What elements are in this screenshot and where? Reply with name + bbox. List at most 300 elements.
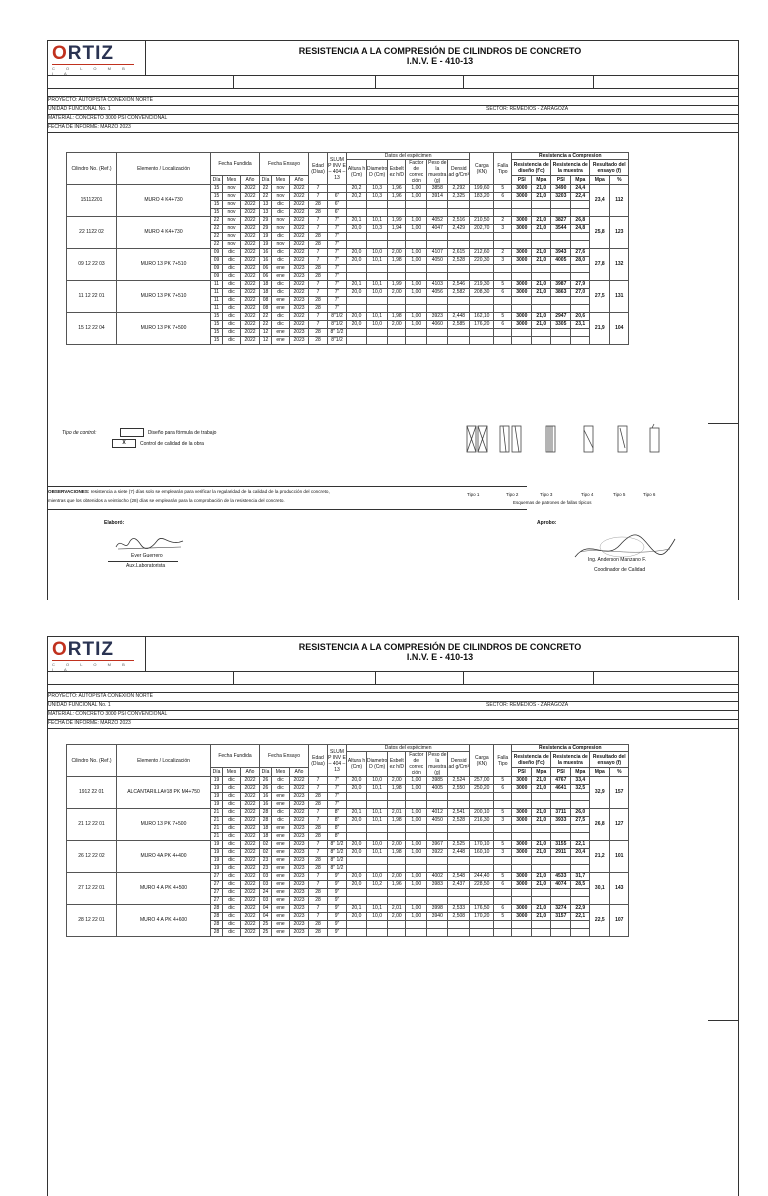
table-cell — [347, 929, 367, 937]
header-diametro: Diametro D (Cm) — [367, 160, 388, 185]
table-cell — [470, 857, 494, 865]
header-edad: Edad (Días) — [309, 153, 328, 185]
header-fecha_ensayo: Fecha Ensayo — [260, 153, 309, 176]
table-cell: 257,00 — [470, 777, 494, 785]
table-cell: 20,1 — [347, 217, 367, 225]
table-cell: 21,0 — [532, 225, 551, 233]
table-cell — [571, 337, 590, 345]
table-cell: dic — [223, 265, 241, 273]
info-sector: SECTOR: REMEDIOS - ZARAGOZA — [486, 106, 569, 112]
table-cell — [347, 337, 367, 345]
table-cell: 3000 — [512, 217, 532, 225]
table-cell: 04 — [260, 913, 272, 921]
table-cell: nov — [223, 225, 241, 233]
table-cell: 1,96 — [388, 193, 406, 201]
table-cell: ene — [272, 305, 290, 313]
table-cell: 3157 — [551, 913, 571, 921]
table-cell — [571, 865, 590, 873]
table-cell: 21 — [211, 833, 223, 841]
table-cell: 2,00 — [388, 841, 406, 849]
table-cell: 8"1/2 — [328, 321, 347, 329]
table-cell: 2911 — [551, 849, 571, 857]
table-cell: 15 — [211, 185, 223, 193]
table-cell: 21,0 — [532, 289, 551, 297]
table-cell: 09 — [211, 273, 223, 281]
table-cell: 3 — [494, 257, 512, 265]
table-cell — [388, 265, 406, 273]
table-cell — [448, 241, 470, 249]
table-cell: 28 — [309, 201, 328, 209]
table-cell: 4056 — [427, 289, 448, 297]
table-cell — [532, 889, 551, 897]
table-cell: 28 — [309, 857, 328, 865]
header-diametro: Diametro D (Cm) — [367, 752, 388, 777]
header-res_diseno: Resistencia de diseño (f'c) — [512, 160, 551, 176]
table-cell: 199,60 — [470, 185, 494, 193]
elemento-loc: MURO 4 K4+730 — [117, 217, 211, 249]
table-cell — [367, 265, 388, 273]
table-row — [67, 841, 629, 849]
logo-word: ORTIZ — [52, 43, 114, 64]
results-table — [66, 152, 629, 345]
table-cell — [512, 825, 532, 833]
table-cell: 3000 — [512, 841, 532, 849]
table-cell — [494, 201, 512, 209]
report-norm: I.N.V. E - 410-13 — [406, 56, 474, 66]
table-cell: ene — [272, 889, 290, 897]
table-cell — [388, 793, 406, 801]
table-cell: 1,98 — [388, 817, 406, 825]
table-cell: 12 — [260, 329, 272, 337]
table-cell: 20,0 — [347, 321, 367, 329]
table-cell: 15 — [211, 329, 223, 337]
table-cell: 3967 — [427, 841, 448, 849]
table-cell — [494, 337, 512, 345]
table-cell: 20,4 — [571, 849, 590, 857]
table-cell: 08 — [260, 305, 272, 313]
table-cell — [470, 889, 494, 897]
table-cell: 22,9 — [571, 905, 590, 913]
table-cell: 2023 — [290, 793, 309, 801]
table-cell: 2023 — [290, 913, 309, 921]
table-cell — [367, 241, 388, 249]
table-cell: 9" — [328, 905, 347, 913]
table-cell — [388, 929, 406, 937]
table-cell — [388, 801, 406, 809]
table-cell: 20,0 — [347, 249, 367, 257]
table-cell: 2,582 — [448, 289, 470, 297]
table-cell: dic — [223, 873, 241, 881]
table-cell: 28,0 — [571, 257, 590, 265]
table-cell — [406, 297, 427, 305]
table-cell — [470, 801, 494, 809]
table-cell — [347, 889, 367, 897]
table-cell: 27,6 — [571, 249, 590, 257]
table-cell: 2023 — [290, 833, 309, 841]
table-cell: 4767 — [551, 777, 571, 785]
table-cell: 6 — [494, 881, 512, 889]
logo-sub-2: C O L O M B I A — [52, 660, 134, 672]
table-cell: 1,00 — [406, 313, 427, 321]
table-cell: 19 — [211, 841, 223, 849]
table-cell — [448, 337, 470, 345]
table-cell: 15 — [211, 193, 223, 201]
header-psi: PSI — [512, 176, 532, 185]
table-cell — [427, 825, 448, 833]
table-cell — [494, 233, 512, 241]
table-cell: ene — [272, 825, 290, 833]
table-cell: 2,533 — [448, 905, 470, 913]
table-cell — [512, 921, 532, 929]
table-cell — [448, 233, 470, 241]
table-cell: 2022 — [241, 793, 260, 801]
table-cell: 2,01 — [388, 905, 406, 913]
table-cell: 2022 — [290, 241, 309, 249]
table-cell: 2022 — [241, 217, 260, 225]
table-cell: 2023 — [290, 337, 309, 345]
table-cell — [494, 241, 512, 249]
table-cell: 28 — [309, 921, 328, 929]
table-cell: 16 — [260, 793, 272, 801]
table-cell: 2022 — [241, 233, 260, 241]
table-cell: 228,50 — [470, 881, 494, 889]
table-cell: 1,00 — [406, 913, 427, 921]
table-cell: 7 — [309, 321, 328, 329]
table-cell — [551, 889, 571, 897]
header-dia: Día — [260, 176, 272, 185]
table-cell: 170,10 — [470, 841, 494, 849]
header-anio: Año — [241, 768, 260, 777]
table-cell — [512, 297, 532, 305]
table-cell — [388, 297, 406, 305]
table-cell: 2023 — [290, 889, 309, 897]
table-cell: 2,508 — [448, 913, 470, 921]
table-cell — [470, 865, 494, 873]
table-cell: 2023 — [290, 929, 309, 937]
table-cell: 1,00 — [406, 841, 427, 849]
table-cell: 18 — [260, 281, 272, 289]
table-cell: 3544 — [551, 225, 571, 233]
table-cell: 29 — [260, 217, 272, 225]
table-cell: 1,00 — [406, 281, 427, 289]
table-cell: 162,10 — [470, 313, 494, 321]
logo-word-2: ORTIZ — [52, 639, 114, 660]
table-cell — [388, 857, 406, 865]
table-cell: dic — [223, 833, 241, 841]
table-cell — [512, 305, 532, 313]
table-cell: 2022 — [290, 289, 309, 297]
table-cell: 31,7 — [571, 873, 590, 881]
table-cell: 3914 — [427, 193, 448, 201]
header-res_muestra: Resistencia de la muestra — [551, 752, 590, 768]
table-cell: 28 — [309, 801, 328, 809]
table-cell: 21,0 — [532, 881, 551, 889]
report-norm-2: I.N.V. E - 410-13 — [406, 652, 474, 662]
header-psi: PSI — [512, 768, 532, 777]
table-cell: 28 — [309, 793, 328, 801]
table-cell: 2022 — [290, 817, 309, 825]
table-cell: 24 — [260, 889, 272, 897]
table-cell — [470, 825, 494, 833]
falla-caption: Esquemas de patrones de fallas típicos — [513, 500, 592, 505]
table-cell — [470, 897, 494, 905]
table-cell: 22,1 — [571, 913, 590, 921]
table-cell: 20,0 — [347, 225, 367, 233]
table-cell: 21,0 — [532, 313, 551, 321]
table-cell — [367, 865, 388, 873]
table-cell: 02 — [260, 849, 272, 857]
table-cell — [532, 337, 551, 345]
table-cell — [406, 865, 427, 873]
table-cell — [347, 825, 367, 833]
table-cell: 6" — [328, 201, 347, 209]
table-cell: 7" — [328, 785, 347, 793]
table-cell: dic — [272, 209, 290, 217]
table-cell: 208,30 — [470, 289, 494, 297]
table-cell: dic — [223, 257, 241, 265]
resultado-mpa: 32,9 — [590, 777, 610, 809]
table-cell: 2022 — [290, 233, 309, 241]
table-cell: 2023 — [290, 849, 309, 857]
table-cell — [571, 793, 590, 801]
table-cell — [532, 897, 551, 905]
table-cell: dic — [272, 201, 290, 209]
table-cell: 9" — [328, 889, 347, 897]
table-cell: 2022 — [241, 241, 260, 249]
table-cell: 10,1 — [367, 785, 388, 793]
table-cell: 2 — [494, 217, 512, 225]
table-cell: 27 — [211, 889, 223, 897]
table-cell — [367, 921, 388, 929]
cilindro-ref: 15112201 — [67, 185, 117, 217]
table-cell: 22,4 — [571, 193, 590, 201]
table-cell: 19 — [211, 849, 223, 857]
table-cell: 8" 1/2 — [328, 329, 347, 337]
table-cell — [512, 273, 532, 281]
falla-diagrams — [462, 420, 702, 460]
table-cell — [406, 793, 427, 801]
table-cell — [551, 897, 571, 905]
table-cell: 2022 — [241, 321, 260, 329]
header-mes: Mes — [223, 176, 241, 185]
table-cell — [494, 793, 512, 801]
table-cell — [494, 897, 512, 905]
table-cell: 28 — [309, 241, 328, 249]
table-row — [67, 249, 629, 257]
table-cell: 10,0 — [367, 873, 388, 881]
logo-sub: C O L O M B I A — [52, 64, 134, 76]
header-carga: Carga (KN) — [470, 745, 494, 777]
table-cell: 4641 — [551, 785, 571, 793]
table-cell — [494, 801, 512, 809]
table-cell: 03 — [260, 881, 272, 889]
table-cell: 2022 — [241, 913, 260, 921]
table-cell: dic — [223, 913, 241, 921]
table-cell: dic — [272, 809, 290, 817]
table-cell: 2023 — [290, 841, 309, 849]
table-cell: 3863 — [551, 289, 571, 297]
table-cell: 16 — [260, 249, 272, 257]
table-row — [67, 281, 629, 289]
table-cell — [571, 889, 590, 897]
table-cell: 10,1 — [367, 257, 388, 265]
table-cell — [448, 305, 470, 313]
table-cell: 2,541 — [448, 809, 470, 817]
table-cell: dic — [223, 313, 241, 321]
table-cell: dic — [223, 329, 241, 337]
table-cell: 19 — [211, 857, 223, 865]
table-cell — [427, 921, 448, 929]
table-cell: 24,8 — [571, 225, 590, 233]
table-cell: dic — [223, 785, 241, 793]
table-cell: 1,00 — [406, 905, 427, 913]
table-cell: 9" — [328, 921, 347, 929]
table-cell — [427, 337, 448, 345]
header-mpa: Mpa — [571, 768, 590, 777]
table-cell: 28 — [309, 833, 328, 841]
table-cell: 7" — [328, 257, 347, 265]
table-cell: 21,0 — [532, 785, 551, 793]
elemento-loc: MURO 13 PK 7+510 — [117, 281, 211, 313]
header-cilindro: Cilindro No. (Ref.) — [67, 153, 117, 185]
table-cell: 32,5 — [571, 785, 590, 793]
table-cell: 2022 — [241, 265, 260, 273]
table-cell — [427, 265, 448, 273]
table-cell: 3711 — [551, 809, 571, 817]
table-cell: 10,1 — [367, 281, 388, 289]
table-cell: 3858 — [427, 185, 448, 193]
header-mpa: Mpa — [532, 768, 551, 777]
header-resistencia: Resistencia a Compresion — [512, 745, 629, 752]
table-cell: 4103 — [427, 281, 448, 289]
table-cell: 1,00 — [406, 257, 427, 265]
table-cell — [532, 265, 551, 273]
table-cell: dic — [223, 801, 241, 809]
table-cell: 3933 — [551, 817, 571, 825]
cilindro-ref: 21 12 22 01 — [67, 809, 117, 841]
table-cell: 8"1/2 — [328, 337, 347, 345]
table-cell: ene — [272, 873, 290, 881]
table-cell: 10,2 — [367, 881, 388, 889]
table-cell: 22 — [260, 313, 272, 321]
table-cell: 21,0 — [532, 777, 551, 785]
table-cell: 5 — [494, 777, 512, 785]
table-cell: 06 — [260, 265, 272, 273]
table-cell: 7 — [309, 849, 328, 857]
header-mpa: Mpa — [590, 768, 610, 777]
table-cell: 1,99 — [388, 217, 406, 225]
table-cell: 2023 — [290, 881, 309, 889]
table-cell — [406, 889, 427, 897]
table-cell: 2022 — [290, 225, 309, 233]
table-cell: 2023 — [290, 921, 309, 929]
table-cell: 2022 — [290, 313, 309, 321]
table-cell: 20,1 — [347, 281, 367, 289]
table-cell — [427, 865, 448, 873]
table-cell — [571, 265, 590, 273]
table-cell: 5 — [494, 281, 512, 289]
table-cell — [470, 241, 494, 249]
table-cell: 2022 — [241, 257, 260, 265]
table-cell: 1,98 — [388, 785, 406, 793]
table-cell: 26 — [260, 777, 272, 785]
tipo2b-shape — [512, 426, 521, 452]
table-cell — [347, 201, 367, 209]
signature-1 — [113, 535, 188, 553]
header-mes: Mes — [272, 176, 290, 185]
table-cell — [532, 329, 551, 337]
table-cell: 3998 — [427, 905, 448, 913]
table-cell: 2022 — [290, 209, 309, 217]
header-pct: % — [610, 176, 629, 185]
signer-2-role: Coodinador de Calidad — [594, 567, 646, 573]
table-cell: dic — [223, 841, 241, 849]
table-cell: 160,10 — [470, 849, 494, 857]
table-cell: 5 — [494, 809, 512, 817]
table-cell: 3274 — [551, 905, 571, 913]
table-cell: dic — [272, 281, 290, 289]
resultado-pct: 132 — [610, 249, 629, 281]
table-cell: 216,30 — [470, 817, 494, 825]
table-cell: dic — [272, 785, 290, 793]
table-cell: 4050 — [427, 257, 448, 265]
table-cell: 2023 — [290, 857, 309, 865]
table-cell: 11 — [211, 289, 223, 297]
table-cell: 6" — [328, 209, 347, 217]
table-cell: 7 — [309, 249, 328, 257]
table-cell — [571, 857, 590, 865]
tipo-3-label: Tipo 3 — [540, 492, 553, 497]
header-anio: Año — [290, 176, 309, 185]
obs-line1: resistencia a siete (7) días solo se emplearán para verificar la regularidad de la calidad de la producción del concreto, — [90, 489, 330, 494]
resultado-pct: 157 — [610, 777, 629, 809]
table-cell: 8"1/2 — [328, 313, 347, 321]
table-cell: 7" — [328, 225, 347, 233]
table-cell: 3305 — [551, 321, 571, 329]
table-cell: 2023 — [290, 305, 309, 313]
elemento-loc: MURO 4 K4+730 — [117, 185, 211, 217]
table-cell — [448, 801, 470, 809]
table-cell: 28 — [211, 921, 223, 929]
table-cell: 1,00 — [406, 809, 427, 817]
table-cell: 7 — [309, 809, 328, 817]
header-esbeltez: Esbelt ez h/D — [388, 160, 406, 185]
table-cell: 2023 — [290, 873, 309, 881]
table-cell: 21,0 — [532, 849, 551, 857]
table-cell: 02 — [260, 841, 272, 849]
table-cell: 2022 — [290, 281, 309, 289]
table-cell — [367, 857, 388, 865]
table-cell — [388, 921, 406, 929]
table-cell — [532, 209, 551, 217]
table-cell: 10,1 — [367, 849, 388, 857]
table-cell — [367, 929, 388, 937]
table-cell: 170,20 — [470, 913, 494, 921]
table-cell: dic — [223, 281, 241, 289]
table-cell: 7 — [309, 841, 328, 849]
table-cell — [448, 833, 470, 841]
table-cell: 19 — [211, 777, 223, 785]
table-cell: ene — [272, 265, 290, 273]
table-cell — [427, 833, 448, 841]
table-cell: 8" 1/2 — [328, 849, 347, 857]
table-cell: 2,00 — [388, 249, 406, 257]
table-cell — [551, 833, 571, 841]
table-cell: 2022 — [241, 809, 260, 817]
table-cell: 28 — [309, 273, 328, 281]
table-cell — [470, 273, 494, 281]
table-cell: 12 — [260, 337, 272, 345]
